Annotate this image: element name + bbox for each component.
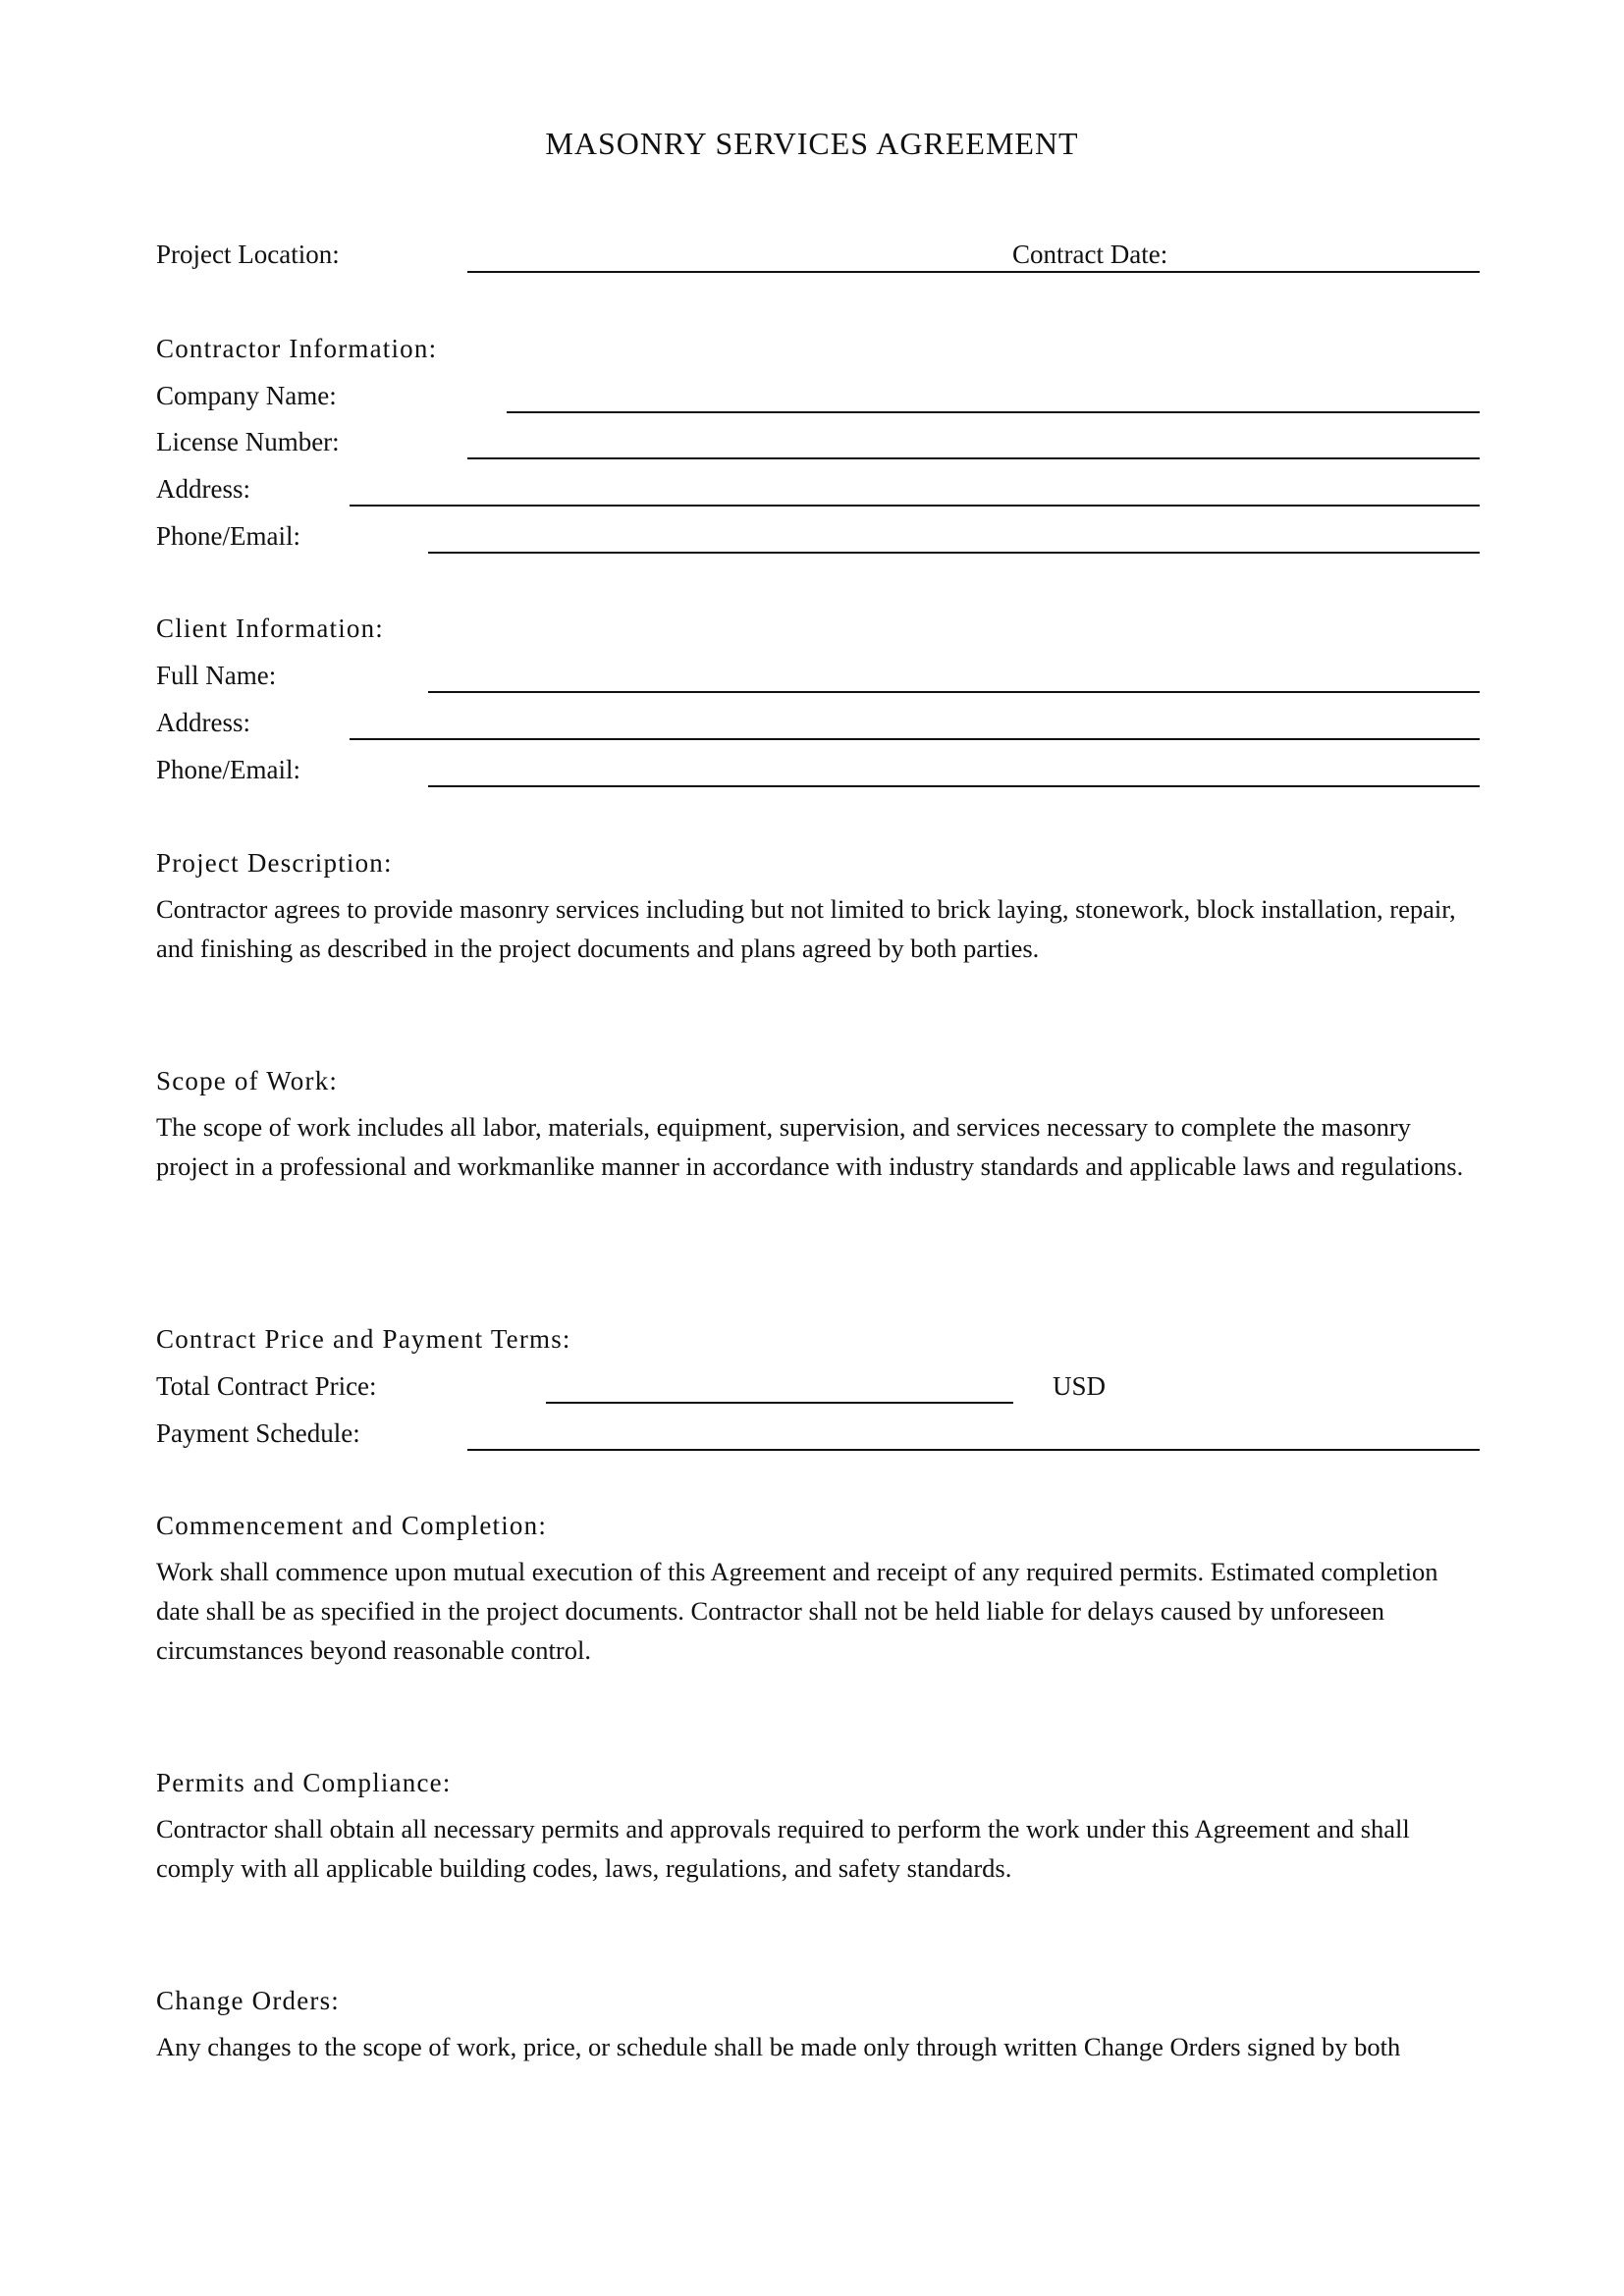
currency-label: USD — [1053, 1371, 1107, 1401]
company-name-label: Company Name: — [156, 381, 337, 410]
client-phone-email-label: Phone/Email: — [156, 755, 300, 784]
project-description-text: Contractor agrees to provide masonry services including but not limited to brick laying, stonework, block installation, repair, and finishing as described in the project documents and plans agreed by both parties. — [156, 894, 1456, 963]
license-number-field[interactable] — [467, 457, 1480, 459]
client-info-heading: Client Information: — [156, 614, 385, 643]
payment-schedule-field[interactable] — [467, 1449, 1480, 1451]
scope-of-work-text: The scope of work includes all labor, materials, equipment, supervision, and services necessary to complete the masonry project in a professional and workmanlike manner in accordance with industry standards and applicable laws and regulations. — [156, 1112, 1464, 1181]
scope-of-work-heading: Scope of Work: — [156, 1066, 339, 1095]
contractor-phone-email-label: Phone/Email: — [156, 521, 300, 551]
permits-heading: Permits and Compliance: — [156, 1768, 452, 1797]
contractor-address-label: Address: — [156, 474, 250, 504]
license-number-label: License Number: — [156, 427, 340, 456]
permits-text: Contractor shall obtain all necessary permits and approvals required to perform the work under this Agreement and shall comply with all applicable building codes, laws, regulations, and safety standards. — [156, 1814, 1410, 1883]
change-orders-text: Any changes to the scope of work, price, or schedule shall be made only through written Change Orders signed by both — [156, 2032, 1401, 2061]
contractor-info-heading: Contractor Information: — [156, 334, 438, 363]
client-full-name-label: Full Name: — [156, 661, 277, 690]
client-full-name-field[interactable] — [428, 691, 1480, 693]
contractor-address-field[interactable] — [350, 505, 1480, 507]
client-phone-email-field[interactable] — [428, 785, 1480, 787]
change-orders-heading: Change Orders: — [156, 1986, 341, 2015]
client-address-label: Address: — [156, 708, 250, 737]
total-contract-price-label: Total Contract Price: — [156, 1371, 377, 1401]
payment-schedule-label: Payment Schedule: — [156, 1418, 360, 1448]
commencement-text: Work shall commence upon mutual execution of this Agreement and receipt of any required permits. Estimated completion date shall be as specified in the project documents. Contractor shall not be held liable for delays caused by unforeseen circumstances beyond reasonable control. — [156, 1557, 1438, 1665]
total-contract-price-field[interactable] — [546, 1402, 1013, 1404]
project-description-heading: Project Description: — [156, 848, 393, 878]
contractor-phone-email-field[interactable] — [428, 552, 1480, 554]
client-address-field[interactable] — [350, 738, 1480, 740]
price-terms-heading: Contract Price and Payment Terms: — [156, 1324, 571, 1354]
contract-date-field[interactable] — [1010, 271, 1480, 273]
project-location-label: Project Location: — [156, 240, 340, 269]
document-title: MASONRY SERVICES AGREEMENT — [545, 126, 1079, 161]
contract-date-label: Contract Date: — [1012, 240, 1168, 269]
project-location-field[interactable] — [467, 271, 1010, 273]
commencement-heading: Commencement and Completion: — [156, 1511, 548, 1540]
company-name-field[interactable] — [507, 411, 1480, 413]
